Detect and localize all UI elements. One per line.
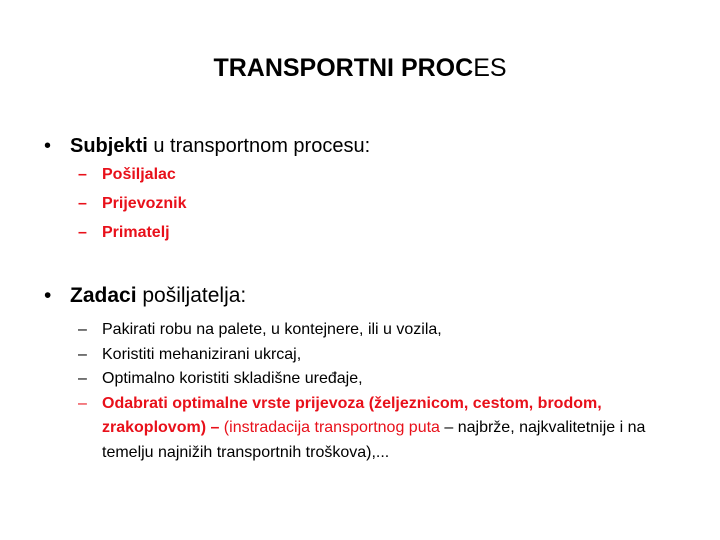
list-item xyxy=(78,367,662,392)
zadaci-item-text: Koristiti mehanizirani ukrcaj, xyxy=(102,345,302,363)
subjekti-label-bold: Subjekti xyxy=(70,135,148,157)
list-item xyxy=(78,189,186,218)
slide-title xyxy=(0,52,720,84)
title-part-1: TRANSPORTNI PROC xyxy=(213,54,474,82)
dash-icon: – xyxy=(78,321,87,338)
dash-icon: – xyxy=(78,224,87,241)
zadaci-list xyxy=(78,318,662,465)
subjekti-item-text: Prijevoznik xyxy=(102,195,187,212)
zadaci-last-item-black: – najbrže, najkvalitetnije i na temelju najnižih transportnih troškova),... xyxy=(102,419,646,461)
zadaci-item-text: Pakirati robu na palete, u kontejnere, ili u vozila, xyxy=(102,321,442,338)
bullet-dot-icon: • xyxy=(44,135,52,157)
bullet-zadaci xyxy=(44,283,246,309)
title-part-2: ES xyxy=(473,54,507,82)
list-item xyxy=(78,160,186,189)
dash-icon: – xyxy=(78,370,87,387)
list-item xyxy=(78,318,662,343)
bullet-subjekti xyxy=(44,133,370,159)
dash-icon: – xyxy=(78,195,87,212)
list-item xyxy=(78,392,662,466)
subjekti-item-text: Primatelj xyxy=(102,224,170,241)
dash-icon: – xyxy=(78,345,87,363)
zadaci-item-text: Optimalno koristiti skladišne uređaje, xyxy=(102,370,363,387)
dash-icon: – xyxy=(78,394,87,412)
list-item xyxy=(78,343,662,368)
subjekti-item-text: Pošiljalac xyxy=(102,166,176,183)
zadaci-last-item-red: (instradacija transportnog puta xyxy=(219,419,440,436)
zadaci-label-rest: pošiljatelja: xyxy=(136,284,247,307)
subjekti-label-rest: u transportnom procesu: xyxy=(147,135,371,157)
bullet-dot-icon: • xyxy=(44,284,52,307)
subjekti-list xyxy=(78,160,186,247)
dash-icon: – xyxy=(78,166,87,183)
zadaci-label-bold: Zadaci xyxy=(70,284,137,307)
list-item xyxy=(78,218,186,247)
zadaci-last-item-red-bold: Odabrati optimalne vrste prijevoza (željeznicom, cestom, brodom, zrakoplovom) – xyxy=(102,394,602,436)
